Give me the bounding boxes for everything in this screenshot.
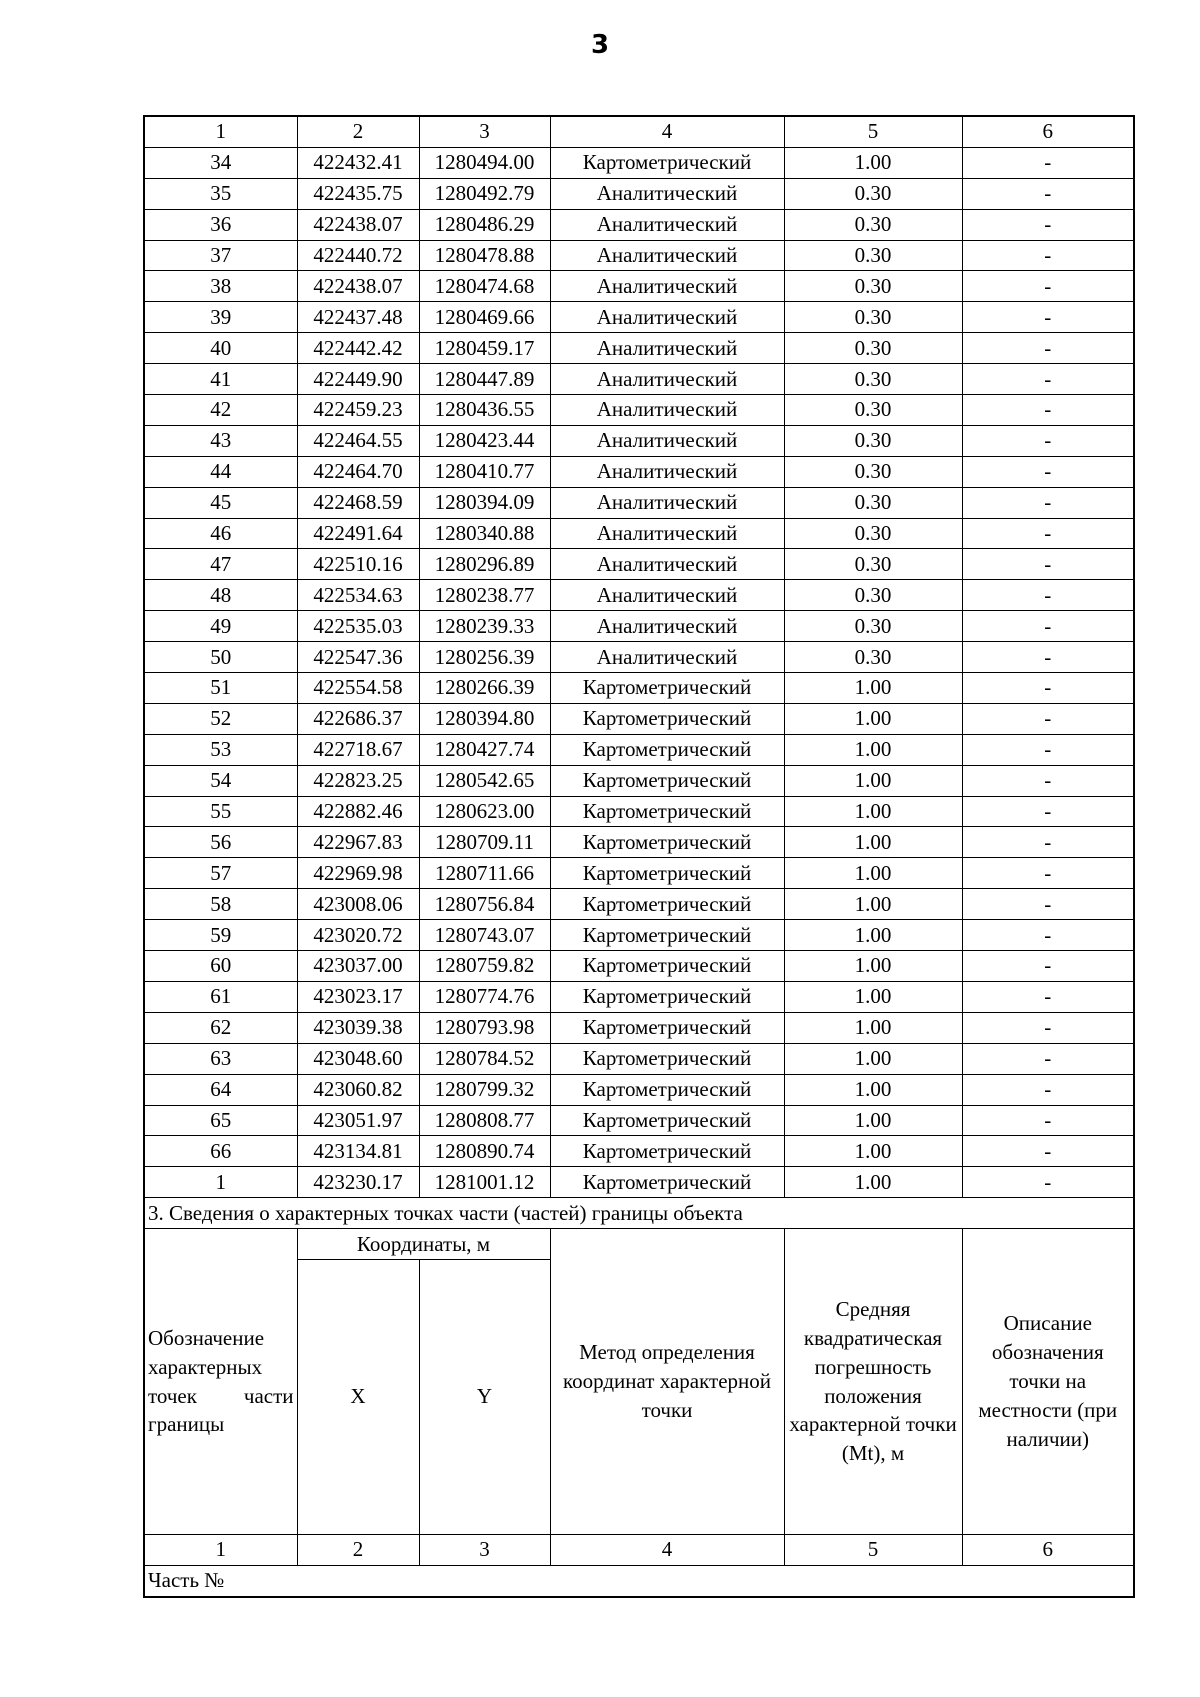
table-row [144,1136,1134,1167]
point-number: 58 [144,889,297,920]
y-coordinate: 1280394.09 [419,487,550,518]
y-coordinate: 1280266.39 [419,673,550,704]
point-number: 44 [144,456,297,487]
description: - [962,1167,1134,1198]
method: Аналитический [550,549,784,580]
mean-error: 0.30 [784,395,962,426]
x-coordinate: 423060.82 [297,1074,419,1105]
point-number: 66 [144,1136,297,1167]
y-coordinate: 1280256.39 [419,642,550,673]
table-row [144,981,1134,1012]
description: - [962,178,1134,209]
coordinates-header: Координаты, м [297,1229,550,1260]
table-row [144,703,1134,734]
method: Картометрический [550,827,784,858]
x-coordinate: 422510.16 [297,549,419,580]
point-number: 61 [144,981,297,1012]
mean-error: 1.00 [784,1012,962,1043]
boundary-points-table [143,115,1135,1598]
table-row [144,611,1134,642]
mean-error: 1.00 [784,981,962,1012]
method: Аналитический [550,178,784,209]
column-number: 1 [144,116,297,147]
table-row [144,147,1134,178]
table-row [144,827,1134,858]
error-header: Средняя квадратическая погрешность положения характерной точки (Mt), м [784,1229,962,1535]
mean-error: 1.00 [784,796,962,827]
description: - [962,1105,1134,1136]
table-row [144,734,1134,765]
x-coordinate: 422535.03 [297,611,419,642]
x-coordinate: 422718.67 [297,734,419,765]
table-row [144,765,1134,796]
method-header: Метод определения координат характерной точки [550,1229,784,1535]
x-coordinate: 422438.07 [297,271,419,302]
table-row [144,1167,1134,1198]
mean-error: 0.30 [784,611,962,642]
description: - [962,147,1134,178]
description: - [962,425,1134,456]
point-number: 35 [144,178,297,209]
y-coordinate: 1280793.98 [419,1012,550,1043]
mean-error: 1.00 [784,858,962,889]
description: - [962,642,1134,673]
x-coordinate: 423020.72 [297,920,419,951]
table-row [144,209,1134,240]
description: - [962,518,1134,549]
x-coordinate: 423039.38 [297,1012,419,1043]
method: Аналитический [550,611,784,642]
x-coordinate: 422464.55 [297,425,419,456]
table-row [144,240,1134,271]
y-coordinate: 1280709.11 [419,827,550,858]
method: Аналитический [550,642,784,673]
description: - [962,333,1134,364]
section-header-row [144,1229,1134,1260]
x-coordinate: 422464.70 [297,456,419,487]
x-coordinate: 422459.23 [297,395,419,426]
point-number: 52 [144,703,297,734]
x-coordinate: 422969.98 [297,858,419,889]
method: Картометрический [550,858,784,889]
mean-error: 1.00 [784,920,962,951]
method: Картометрический [550,703,784,734]
point-number: 48 [144,580,297,611]
point-number: 39 [144,302,297,333]
description: - [962,827,1134,858]
method: Картометрический [550,1167,784,1198]
method: Аналитический [550,456,784,487]
mean-error: 1.00 [784,827,962,858]
x-coordinate: 422554.58 [297,673,419,704]
mean-error: 0.30 [784,209,962,240]
mean-error: 0.30 [784,425,962,456]
y-coordinate: 1280238.77 [419,580,550,611]
description: - [962,487,1134,518]
y-coordinate: 1280239.33 [419,611,550,642]
mean-error: 0.30 [784,240,962,271]
y-coordinate: 1280394.80 [419,703,550,734]
y-coordinate: 1280743.07 [419,920,550,951]
description: - [962,1074,1134,1105]
column-number: 3 [419,116,550,147]
method: Аналитический [550,487,784,518]
page-number: 3 [590,30,610,60]
table-row [144,333,1134,364]
x-coordinate: 423037.00 [297,951,419,982]
description: - [962,395,1134,426]
point-number: 50 [144,642,297,673]
point-number: 38 [144,271,297,302]
part-label: Часть № [144,1565,1134,1596]
method: Картометрический [550,981,784,1012]
method: Аналитический [550,425,784,456]
description: - [962,765,1134,796]
point-number: 65 [144,1105,297,1136]
mean-error: 1.00 [784,1167,962,1198]
mean-error: 1.00 [784,734,962,765]
description-header: Описание обозначения точки на местности (при наличии) [962,1229,1134,1535]
method: Картометрический [550,951,784,982]
point-number: 49 [144,611,297,642]
x-coordinate: 422449.90 [297,364,419,395]
mean-error: 0.30 [784,549,962,580]
point-number: 40 [144,333,297,364]
description: - [962,858,1134,889]
description: - [962,611,1134,642]
table-row [144,395,1134,426]
table-row [144,271,1134,302]
y-coordinate: 1280459.17 [419,333,550,364]
description: - [962,673,1134,704]
description: - [962,580,1134,611]
column-number: 5 [784,1534,962,1565]
y-coordinate: 1280784.52 [419,1043,550,1074]
y-coordinate: 1281001.12 [419,1167,550,1198]
column-number-row [144,1534,1134,1565]
description: - [962,796,1134,827]
mean-error: 1.00 [784,765,962,796]
table-row [144,302,1134,333]
y-coordinate: 1280486.29 [419,209,550,240]
y-coordinate: 1280469.66 [419,302,550,333]
table-row [144,487,1134,518]
x-coordinate: 422468.59 [297,487,419,518]
point-number: 64 [144,1074,297,1105]
method: Аналитический [550,271,784,302]
point-number: 43 [144,425,297,456]
x-coordinate: 423008.06 [297,889,419,920]
column-number-row [144,116,1134,147]
y-coordinate: 1280427.74 [419,734,550,765]
method: Картометрический [550,1105,784,1136]
column-number: 3 [419,1534,550,1565]
mean-error: 1.00 [784,951,962,982]
method: Аналитический [550,302,784,333]
y-coordinate: 1280423.44 [419,425,550,456]
description: - [962,1136,1134,1167]
mean-error: 1.00 [784,1136,962,1167]
y-coordinate: 1280436.55 [419,395,550,426]
point-number: 36 [144,209,297,240]
mean-error: 1.00 [784,703,962,734]
table-row [144,1043,1134,1074]
mean-error: 1.00 [784,889,962,920]
mean-error: 0.30 [784,271,962,302]
x-header: X [297,1259,419,1534]
description: - [962,456,1134,487]
point-number: 46 [144,518,297,549]
point-number: 57 [144,858,297,889]
x-coordinate: 422491.64 [297,518,419,549]
point-number: 62 [144,1012,297,1043]
mean-error: 0.30 [784,302,962,333]
table-row [144,796,1134,827]
method: Аналитический [550,333,784,364]
table-row [144,1012,1134,1043]
table-row [144,580,1134,611]
y-coordinate: 1280494.00 [419,147,550,178]
table-row [144,518,1134,549]
method: Аналитический [550,395,784,426]
point-number: 59 [144,920,297,951]
column-number: 4 [550,116,784,147]
x-coordinate: 422442.42 [297,333,419,364]
description: - [962,209,1134,240]
point-number: 47 [144,549,297,580]
table-row [144,673,1134,704]
point-number: 1 [144,1167,297,1198]
point-number: 53 [144,734,297,765]
point-number: 60 [144,951,297,982]
mean-error: 0.30 [784,580,962,611]
description: - [962,271,1134,302]
column-number: 5 [784,116,962,147]
table-row [144,1105,1134,1136]
description: - [962,364,1134,395]
y-coordinate: 1280410.77 [419,456,550,487]
y-coordinate: 1280340.88 [419,518,550,549]
table-row [144,642,1134,673]
x-coordinate: 422547.36 [297,642,419,673]
table-row [144,549,1134,580]
table-row [144,364,1134,395]
x-coordinate: 423051.97 [297,1105,419,1136]
y-coordinate: 1280890.74 [419,1136,550,1167]
table-row [144,920,1134,951]
mean-error: 1.00 [784,1043,962,1074]
x-coordinate: 422435.75 [297,178,419,209]
table-row [144,889,1134,920]
y-coordinate: 1280756.84 [419,889,550,920]
description: - [962,1012,1134,1043]
column-number: 1 [144,1534,297,1565]
method: Картометрический [550,920,784,951]
x-coordinate: 422437.48 [297,302,419,333]
mean-error: 0.30 [784,333,962,364]
x-coordinate: 422967.83 [297,827,419,858]
x-coordinate: 423023.17 [297,981,419,1012]
point-designation-header: Обозначение характерных точек части границы [144,1229,297,1535]
column-number: 6 [962,116,1134,147]
method: Аналитический [550,580,784,611]
mean-error: 0.30 [784,178,962,209]
column-number: 4 [550,1534,784,1565]
point-number: 54 [144,765,297,796]
point-number: 45 [144,487,297,518]
description: - [962,734,1134,765]
table-row [144,425,1134,456]
column-number: 6 [962,1534,1134,1565]
x-coordinate: 423048.60 [297,1043,419,1074]
mean-error: 1.00 [784,1074,962,1105]
y-header: Y [419,1259,550,1534]
point-number: 42 [144,395,297,426]
x-coordinate: 422534.63 [297,580,419,611]
section-title: 3. Сведения о характерных точках части (частей) границы объекта [144,1198,1134,1229]
description: - [962,1043,1134,1074]
part-row [144,1565,1134,1596]
y-coordinate: 1280808.77 [419,1105,550,1136]
point-number: 34 [144,147,297,178]
method: Аналитический [550,209,784,240]
y-coordinate: 1280542.65 [419,765,550,796]
table-row [144,178,1134,209]
mean-error: 0.30 [784,487,962,518]
point-number: 37 [144,240,297,271]
y-coordinate: 1280478.88 [419,240,550,271]
method: Аналитический [550,518,784,549]
point-number: 41 [144,364,297,395]
mean-error: 0.30 [784,364,962,395]
method: Картометрический [550,147,784,178]
x-coordinate: 422432.41 [297,147,419,178]
y-coordinate: 1280492.79 [419,178,550,209]
method: Аналитический [550,364,784,395]
method: Картометрический [550,673,784,704]
x-coordinate: 422438.07 [297,209,419,240]
method: Картометрический [550,796,784,827]
method: Картометрический [550,1074,784,1105]
method: Картометрический [550,1012,784,1043]
y-coordinate: 1280474.68 [419,271,550,302]
x-coordinate: 423230.17 [297,1167,419,1198]
table-row [144,1074,1134,1105]
mean-error: 1.00 [784,1105,962,1136]
description: - [962,240,1134,271]
y-coordinate: 1280623.00 [419,796,550,827]
description: - [962,549,1134,580]
x-coordinate: 422882.46 [297,796,419,827]
method: Картометрический [550,1136,784,1167]
table-row [144,858,1134,889]
x-coordinate: 423134.81 [297,1136,419,1167]
y-coordinate: 1280447.89 [419,364,550,395]
description: - [962,951,1134,982]
y-coordinate: 1280296.89 [419,549,550,580]
y-coordinate: 1280774.76 [419,981,550,1012]
point-number: 51 [144,673,297,704]
column-number: 2 [297,1534,419,1565]
method: Картометрический [550,765,784,796]
table-row [144,456,1134,487]
method: Аналитический [550,240,784,271]
mean-error: 1.00 [784,673,962,704]
method: Картометрический [550,1043,784,1074]
x-coordinate: 422440.72 [297,240,419,271]
description: - [962,981,1134,1012]
description: - [962,302,1134,333]
description: - [962,703,1134,734]
section-title-row [144,1198,1134,1229]
y-coordinate: 1280799.32 [419,1074,550,1105]
column-number: 2 [297,116,419,147]
x-coordinate: 422686.37 [297,703,419,734]
point-number: 56 [144,827,297,858]
method: Картометрический [550,734,784,765]
method: Картометрический [550,889,784,920]
table-row [144,951,1134,982]
point-number: 63 [144,1043,297,1074]
mean-error: 0.30 [784,642,962,673]
y-coordinate: 1280759.82 [419,951,550,982]
point-number: 55 [144,796,297,827]
x-coordinate: 422823.25 [297,765,419,796]
mean-error: 0.30 [784,456,962,487]
mean-error: 1.00 [784,147,962,178]
description: - [962,920,1134,951]
mean-error: 0.30 [784,518,962,549]
description: - [962,889,1134,920]
y-coordinate: 1280711.66 [419,858,550,889]
